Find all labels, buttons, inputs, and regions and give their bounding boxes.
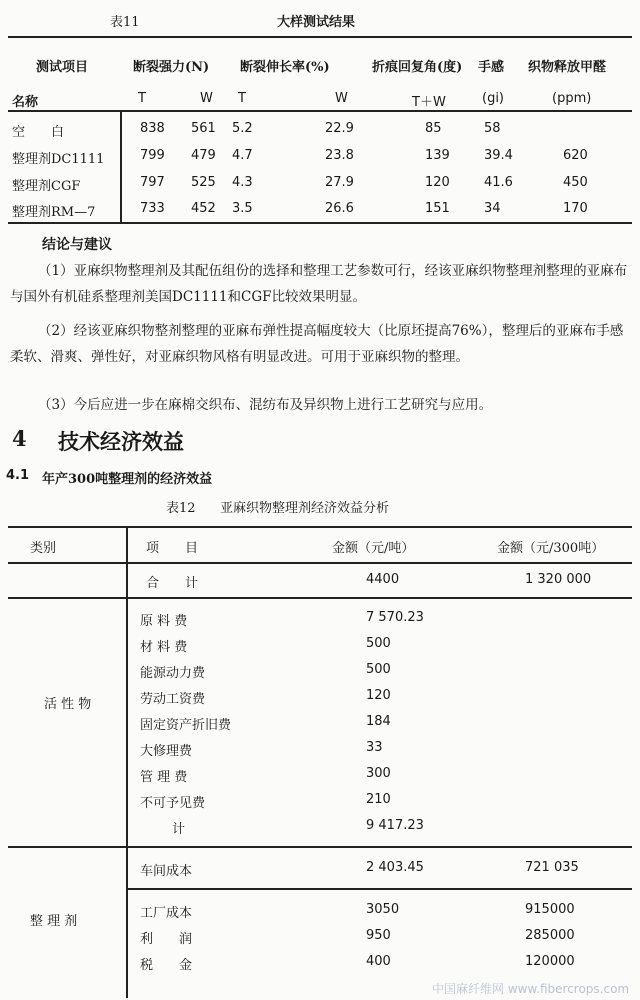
- table12-total-per-ton: 4400: [366, 572, 400, 587]
- subsection-title: 年产300吨整理剂的经济效益: [42, 472, 213, 487]
- table12-total-rule: [8, 597, 632, 599]
- table11-header-hand: 手感: [478, 60, 505, 75]
- table12-group-rule: [8, 846, 632, 848]
- table12-header-per-ton: 金额（元/吨）: [332, 541, 415, 556]
- table11-subheader-w1: W: [200, 91, 213, 106]
- table11-cell: 450: [563, 175, 588, 190]
- table12-header-per-300: 金额（元/300吨）: [497, 541, 605, 556]
- table11-cell: 27.9: [325, 175, 354, 190]
- table12-value: 950: [366, 928, 391, 943]
- table12-item: 计: [172, 822, 186, 837]
- table12-item: 车间成本: [140, 864, 193, 879]
- table11-header-rule: [8, 110, 632, 112]
- table11-header-test-item: 测试项目: [36, 60, 89, 75]
- conclusion-heading: 结论与建议: [42, 237, 112, 253]
- table12-caption-number: 表12: [166, 501, 196, 516]
- table11-cell: 620: [563, 148, 588, 163]
- section-title: 技术经济效益: [58, 429, 184, 454]
- table11-cell: 561: [191, 121, 216, 136]
- table12-caption-title: 亚麻织物整理剂经济效益分析: [220, 501, 390, 516]
- table11-header-elongation: 断裂伸长率(%): [240, 60, 330, 75]
- site-watermark: 中国麻纤维网 www.fibercrops.com: [432, 982, 630, 996]
- table12-value: 721 035: [525, 860, 579, 875]
- table12-value: 120: [366, 688, 391, 703]
- table11-row-dc1111-name: 整理剂DC1111: [12, 152, 105, 167]
- table11-cell: 4.3: [232, 175, 253, 190]
- table11-cell: 58: [484, 121, 501, 136]
- table12-value: 9 417.23: [366, 818, 424, 833]
- table11-cell: 22.9: [325, 121, 354, 136]
- table12-top-rule: [8, 526, 632, 528]
- table11-cell: 452: [191, 201, 216, 216]
- table11-cell: 23.8: [325, 148, 354, 163]
- table11-cell: 733: [140, 201, 165, 216]
- table12-value: 2 403.45: [366, 860, 424, 875]
- table11-subheader-name: 名称: [12, 95, 39, 110]
- table11-cell: 39.4: [484, 148, 513, 163]
- table11-cell: 34: [484, 201, 501, 216]
- table11-cell: 525: [191, 175, 216, 190]
- table11-subheader-t1: T: [138, 91, 146, 106]
- conclusion-paragraph-1: （1）亚麻织物整理剂及其配伍组份的选择和整理工艺参数可行，经该亚麻织物整理剂整理的亚麻布与国外有机硅系整理剂美国DC1111和CGF比较效果明显。: [10, 263, 628, 305]
- table11-bottom-rule: [8, 222, 632, 224]
- table11-cell: 4.7: [232, 148, 253, 163]
- table11-subheader-tw: T＋W: [412, 95, 446, 110]
- table11-cell: 85: [425, 121, 442, 136]
- table11-cell: 5.2: [232, 121, 253, 136]
- table12-group-finish-label: 整 理 剂: [30, 914, 78, 929]
- table11-cell: 151: [425, 201, 450, 216]
- table12-total-item: 合 计: [146, 576, 199, 591]
- table11-cell: 479: [191, 148, 216, 163]
- table11-cell: 799: [140, 148, 165, 163]
- table12-item: 材 料 费: [140, 640, 188, 655]
- table12-group-active-label: 活 性 物: [44, 697, 92, 712]
- section-number: 4: [12, 426, 27, 451]
- table11-top-rule: [8, 36, 632, 38]
- table12-value: 400: [366, 954, 391, 969]
- table11-caption-number: 表11: [110, 15, 140, 30]
- table12-item: 固定资产折旧费: [140, 718, 232, 733]
- subsection-number: 4.1: [6, 468, 30, 483]
- table12-value: 500: [366, 636, 391, 651]
- conclusion-paragraph-3: （3）今后应进一步在麻棉交织布、混纺布及异织物上进行工艺研究与应用。: [38, 397, 493, 413]
- table12-header-rule: [8, 562, 632, 564]
- table11-header-crease-angle: 折痕回复角(度): [372, 60, 463, 75]
- table11-header-strength: 断裂强力(N): [133, 60, 210, 75]
- table11-cell: 797: [140, 175, 165, 190]
- table11-cell: 26.6: [325, 201, 354, 216]
- table12-item: 税 金: [140, 958, 193, 973]
- table12-value: 120000: [525, 954, 575, 969]
- table12-value: 33: [366, 740, 383, 755]
- table12-item: 原 料 费: [140, 614, 188, 629]
- table11-row-rm7-name: 整理剂RM—7: [12, 205, 96, 220]
- table12-value: 300: [366, 766, 391, 781]
- table11-subheader-t2: T: [238, 91, 246, 106]
- table12-item: 能源动力费: [140, 666, 206, 681]
- table11-row-blank-name: 空 白: [12, 125, 65, 140]
- table12-value: 285000: [525, 928, 575, 943]
- table11-cell: 120: [425, 175, 450, 190]
- table12-item: 劳动工资费: [140, 692, 206, 707]
- table12-item: 不可予见费: [140, 796, 206, 811]
- table11-subheader-gi: (gi): [482, 91, 505, 106]
- table12-total-per-300: 1 320 000: [525, 572, 592, 587]
- table12-value: 3050: [366, 902, 400, 917]
- table11-subheader-w2: W: [335, 91, 348, 106]
- table12-value: 184: [366, 714, 391, 729]
- table11-header-formaldehyde: 织物释放甲醛: [528, 60, 607, 75]
- table11-cell: 3.5: [232, 201, 253, 216]
- table11-name-column-rule: [120, 110, 122, 222]
- table11-cell: 41.6: [484, 175, 513, 190]
- table12-item: 工厂成本: [140, 906, 193, 921]
- table11-cell: 139: [425, 148, 450, 163]
- table12-value: 210: [366, 792, 391, 807]
- table12-value: 500: [366, 662, 391, 677]
- table12-item: 利 润: [140, 932, 193, 947]
- table11-caption-title: 大样测试结果: [277, 15, 356, 30]
- table11-cell: 838: [140, 121, 165, 136]
- table11-subheader-ppm: (ppm): [552, 91, 592, 106]
- table12-header-item: 项 目: [146, 541, 199, 556]
- table11-row-cgf-name: 整理剂CGF: [12, 179, 81, 194]
- table12-value: 915000: [525, 902, 575, 917]
- table11-cell: 170: [563, 201, 588, 216]
- table12-item: 大修理费: [140, 744, 193, 759]
- table12-value: 7 570.23: [366, 610, 424, 625]
- table12-header-category: 类别: [30, 541, 57, 556]
- table12-workshop-rule: [126, 888, 632, 890]
- table12-item: 管 理 费: [140, 770, 188, 785]
- conclusion-paragraph-2: （2）经该亚麻织物整剂整理的亚麻布弹性提高幅度较大（比原坯提高76%），整理后的亚麻布手感柔软、滑爽、弹性好，对亚麻织物风格有明显改进。可用于亚麻织物的整理。: [10, 323, 624, 365]
